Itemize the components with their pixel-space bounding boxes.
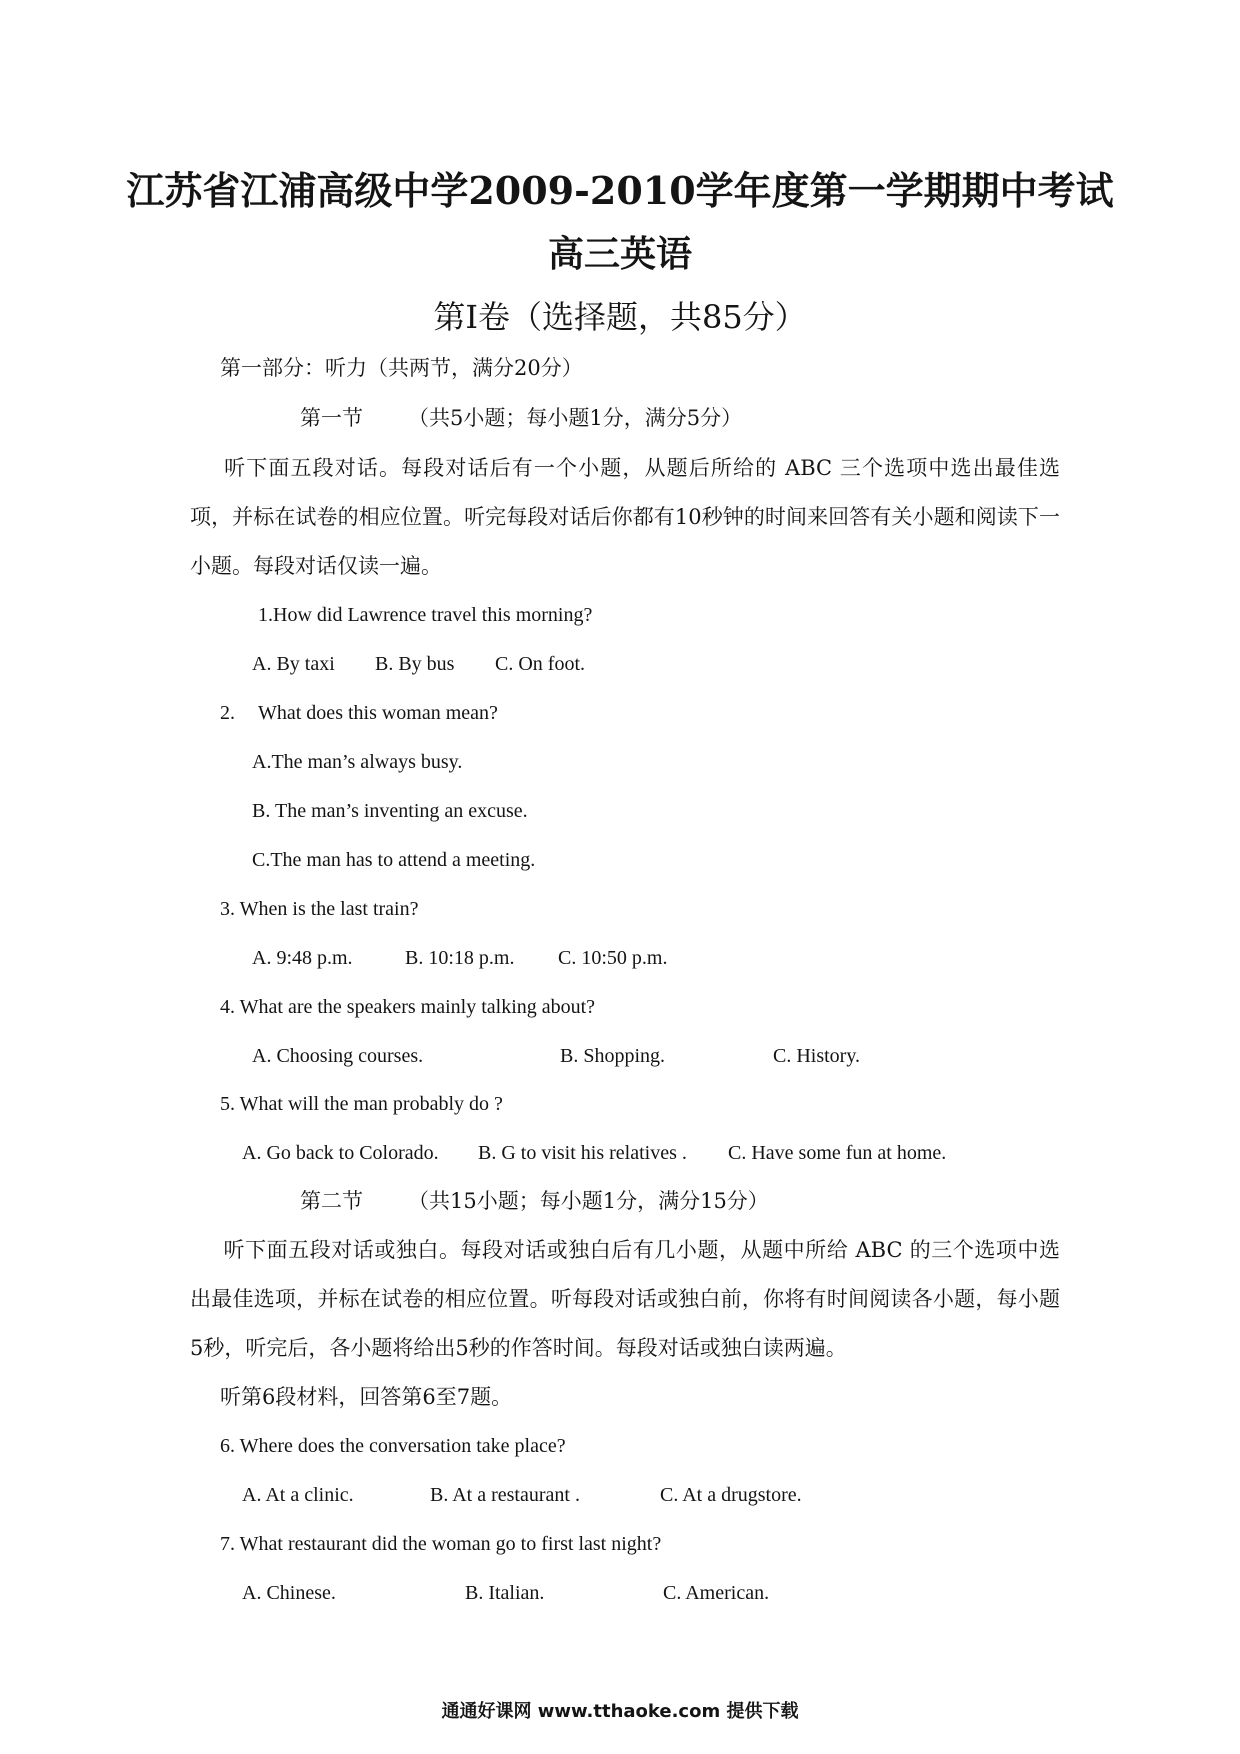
exam-title: 江苏省江浦高级中学2009-2010学年度第一学期期中考试	[126, 168, 1114, 213]
exam-subject: 高三英语	[547, 233, 692, 275]
question-5-option-b: B. G to visit his relatives .	[478, 1142, 687, 1164]
question-7-option-b: B. Italian.	[465, 1582, 545, 1604]
question-2-stem: What does this woman mean?	[258, 702, 498, 724]
volume-heading: 第I卷（选择题，共85分）	[433, 298, 807, 336]
part1-heading: 第一部分：听力（共两节，满分20分）	[220, 356, 583, 380]
question-1-option-c: C. On foot.	[495, 653, 585, 675]
question-3-option-c: C. 10:50 p.m.	[558, 947, 668, 969]
section1-instructions-text: 听下面五段对话。每段对话后有一个小题，从题后所给的 ABC 三个选项中选出最佳选项，并标在试卷的相应位置。听完每段对话后你都有10秒钟的时间来回答有关小题和阅读下一小题。每段对话仅读一遍。	[190, 456, 1060, 578]
question-7-stem: 7. What restaurant did the woman go to first last night?	[220, 1533, 662, 1555]
question-2-number: 2.	[220, 702, 235, 724]
question-3-stem: 3. When is the last train?	[220, 898, 419, 920]
question-4-option-a: A. Choosing courses.	[252, 1045, 424, 1067]
section2-instructions	[190, 1226, 1060, 1373]
question-3-option-a: A. 9:48 p.m.	[252, 947, 353, 969]
question-2-option-b: B. The man’s inventing an excuse.	[252, 800, 528, 822]
question-2-option-c: C.The man has to attend a meeting.	[252, 849, 536, 871]
page-footer: 通通好课网 www.tthaoke.com 提供下载	[441, 1701, 799, 1722]
question-7-option-a: A. Chinese.	[242, 1582, 336, 1604]
material-note: 听第6段材料，回答第6至7题。	[220, 1385, 513, 1409]
section1-instructions	[190, 444, 1060, 591]
question-4-option-b: B. Shopping.	[560, 1045, 666, 1067]
question-1-option-b: B. By bus	[375, 653, 455, 675]
question-3-option-b: B. 10:18 p.m.	[405, 947, 515, 969]
section2-label: 第二节	[300, 1189, 363, 1213]
question-6-option-b: B. At a restaurant .	[430, 1484, 580, 1506]
question-6-option-c: C. At a drugstore.	[660, 1484, 802, 1506]
section2-instructions-text: 听下面五段对话或独白。每段对话或独白后有几小题，从题中所给 ABC 的三个选项中选出最佳选项，并标在试卷的相应位置。听每段对话或独白前，你将有时间阅读各小题，每小题5秒，听完后，各小题将给出5秒的作答时间。每段对话或独白读两遍。	[190, 1238, 1060, 1360]
question-7-option-c: C. American.	[663, 1582, 770, 1604]
question-6-stem: 6. Where does the conversation take place?	[220, 1435, 566, 1457]
question-1-option-a: A. By taxi	[252, 653, 335, 675]
question-1-stem: 1.How did Lawrence travel this morning?	[258, 604, 593, 626]
section1-info: （共5小题；每小题1分，满分5分）	[408, 406, 743, 430]
question-4-option-c: C. History.	[773, 1045, 861, 1067]
section1-label: 第一节	[300, 406, 363, 430]
question-5-option-a: A. Go back to Colorado.	[242, 1142, 439, 1164]
section2-info: （共15小题；每小题1分，满分15分）	[408, 1189, 769, 1213]
question-5-stem: 5. What will the man probably do ?	[220, 1093, 503, 1115]
question-5-option-c: C. Have some fun at home.	[728, 1142, 947, 1164]
question-2-option-a: A.The man’s always busy.	[252, 751, 463, 773]
question-4-stem: 4. What are the speakers mainly talking about?	[220, 996, 596, 1018]
question-6-option-a: A. At a clinic.	[242, 1484, 354, 1506]
